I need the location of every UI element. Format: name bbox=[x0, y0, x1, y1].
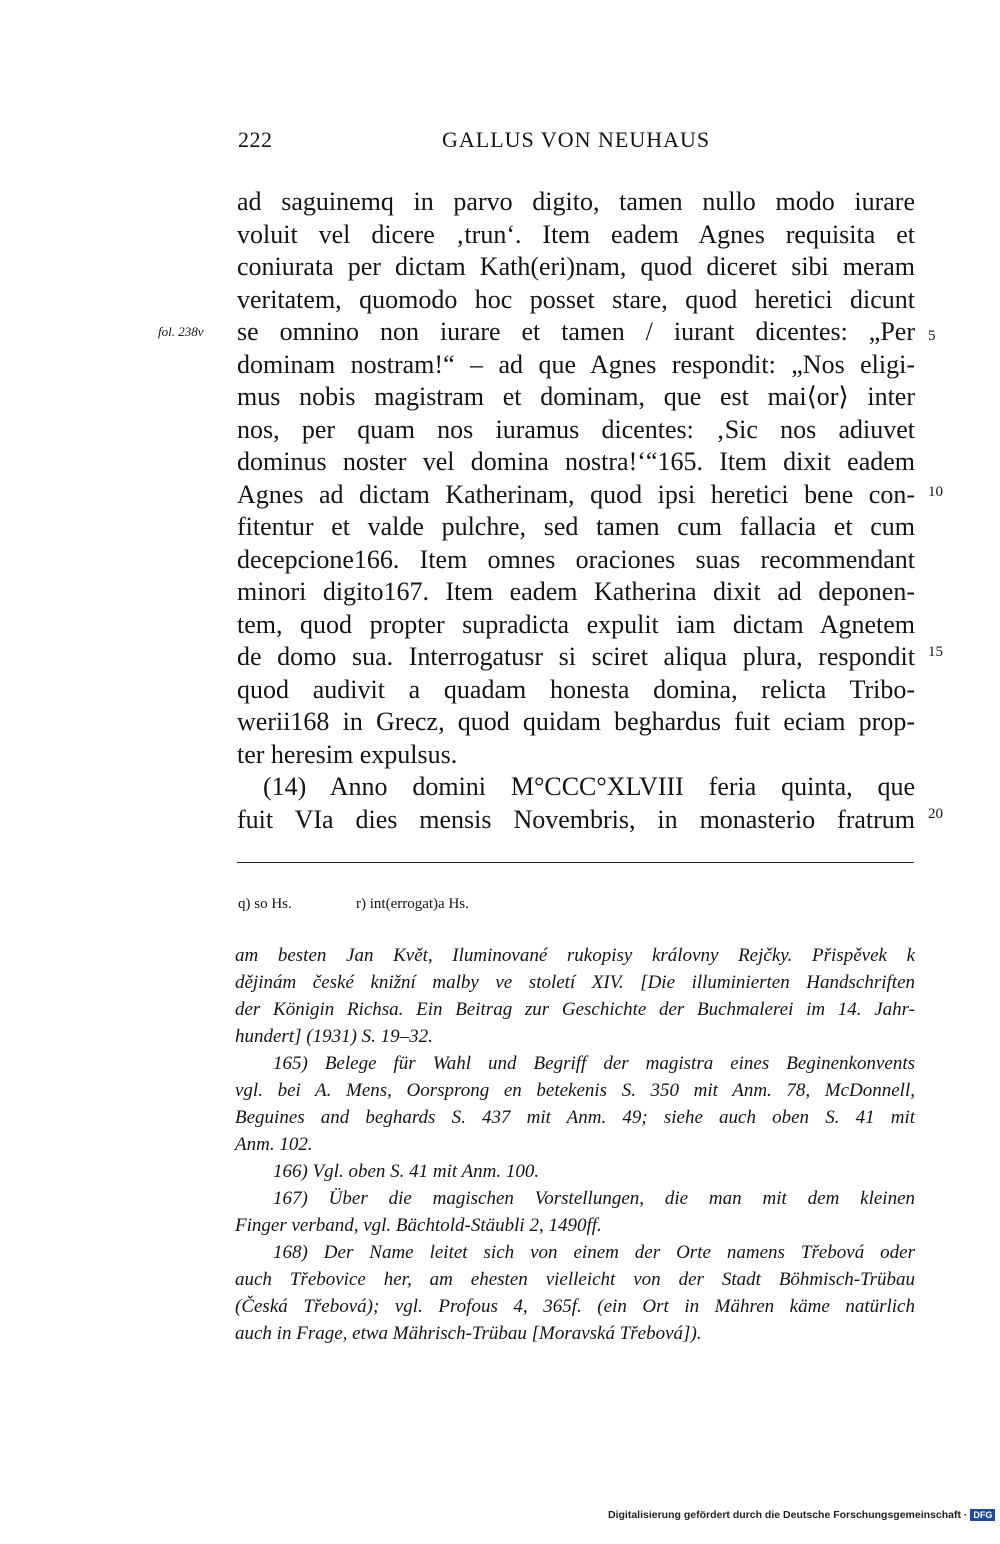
text-line: voluit vel dicere ‚trun‘. Item eadem Agnes requisita et bbox=[237, 219, 915, 249]
footnote-line: dějinám české knižní malby ve století XIV. [Die illuminierten Handschriften bbox=[235, 972, 915, 993]
line-number: 10 bbox=[928, 484, 943, 500]
footnote-line: auch in Frage, etwa Mährisch-Trübau [Moravská Třebová]). bbox=[235, 1323, 702, 1344]
text-line: minori digito167. Item eadem Katherina dixit ad deponen- bbox=[237, 577, 915, 606]
credit-text: Digitalisierung gefördert durch die Deutsche Forschungsgemeinschaft · bbox=[608, 1509, 968, 1521]
apparatus-note-r: r) int(errogat)a Hs. bbox=[356, 896, 469, 912]
line-number: 20 bbox=[928, 806, 943, 822]
text-line: (14) Anno domini M°CCC°XLVIII feria quinta, que bbox=[263, 772, 915, 801]
text-line: decepcione166. Item omnes oraciones suas recommendant bbox=[237, 544, 915, 574]
text-line: dominus noster vel domina nostra!‘“165. Item dixit eadem bbox=[237, 447, 915, 476]
text-line: fitentur et valde pulchre, sed tamen cum fallacia et cum bbox=[237, 512, 915, 541]
footnote-line: am besten Jan Květ, Iluminované rukopisy královny Rejčky. Přispěvek k bbox=[235, 945, 915, 966]
footnote-line: vgl. bei A. Mens, Oorsprong en betekenis S. 350 mit Anm. 78, McDonnell, bbox=[235, 1080, 915, 1101]
text-line: coniurata per dictam Kath(eri)nam, quod diceret sibi meram bbox=[237, 252, 915, 281]
text-line: ad saguinemq in parvo digito, tamen nullo modo iurare bbox=[237, 187, 915, 216]
footnote-line: Finger verband, vgl. Bächtold-Stäubli 2, 1490ff. bbox=[235, 1215, 602, 1236]
footnote-line: der Königin Richsa. Ein Beitrag zur Geschichte der Buchmalerei im 14. Jahr- bbox=[235, 999, 915, 1020]
digitization-credit bbox=[608, 1509, 995, 1521]
text-line: ter heresim expulsus. bbox=[237, 739, 458, 769]
footnote-line: 165) Belege für Wahl und Begriff der magistra eines Beginenkonvents bbox=[273, 1053, 915, 1074]
text-line: de domo sua. Interrogatusr si sciret aliqua plura, respondit bbox=[237, 642, 915, 671]
folio-margin-note: fol. 238v bbox=[158, 324, 204, 339]
text-line: veritatem, quomodo hoc posset stare, quod heretici dicunt bbox=[237, 284, 915, 314]
line-number: 15 bbox=[928, 644, 943, 660]
text-line: nos, per quam nos iuramus dicentes: ‚Sic nos adiuvet bbox=[237, 414, 915, 444]
text-line: Agnes ad dictam Katherinam, quod ipsi heretici bene con- bbox=[237, 479, 915, 509]
footnote-line: Beguines and beghards S. 437 mit Anm. 49; siehe auch oben S. 41 mit bbox=[235, 1107, 915, 1128]
footnote-line: Anm. 102. bbox=[235, 1134, 313, 1155]
footnote-line: hundert] (1931) S. 19–32. bbox=[235, 1026, 433, 1047]
dfg-logo: DFG bbox=[970, 1509, 995, 1521]
footnote-line: auch Třebovice her, am ehesten vielleicht von der Stadt Böhmisch-Trübau bbox=[235, 1269, 915, 1290]
page-number: 222 bbox=[238, 127, 273, 152]
text-line: werii168 in Grecz, quod quidam beghardus fuit eciam prop- bbox=[237, 707, 915, 736]
text-line: dominam nostram!“ – ad que Agnes respondit: „Nos eligi- bbox=[237, 349, 915, 379]
running-title: GALLUS VON NEUHAUS bbox=[442, 127, 711, 152]
apparatus-note-q: q) so Hs. bbox=[238, 896, 292, 912]
footnote-line: 166) Vgl. oben S. 41 mit Anm. 100. bbox=[273, 1161, 540, 1182]
footnote-divider bbox=[237, 862, 914, 863]
text-line: se omnino non iurare et tamen / iurant dicentes: „Per bbox=[237, 317, 915, 346]
text-line: mus nobis magistram et dominam, que est mai⟨or⟩ inter bbox=[237, 382, 915, 411]
footnote-line: 167) Über die magischen Vorstellungen, die man mit dem kleinen bbox=[273, 1188, 915, 1209]
footnote-line: (Česká Třebová); vgl. Profous 4, 365f. (ein Ort in Mähren käme natürlich bbox=[235, 1296, 915, 1317]
text-line: tem, quod propter supradicta expulit iam dictam Agnetem bbox=[237, 609, 915, 639]
footnote-line: 168) Der Name leitet sich von einem der Orte namens Třebová oder bbox=[273, 1242, 915, 1263]
text-line: quod audivit a quadam honesta domina, relicta Tribo- bbox=[237, 674, 915, 704]
line-number: 5 bbox=[928, 328, 936, 344]
text-line: fuit VIa dies mensis Novembris, in monasterio fratrum bbox=[237, 804, 915, 834]
